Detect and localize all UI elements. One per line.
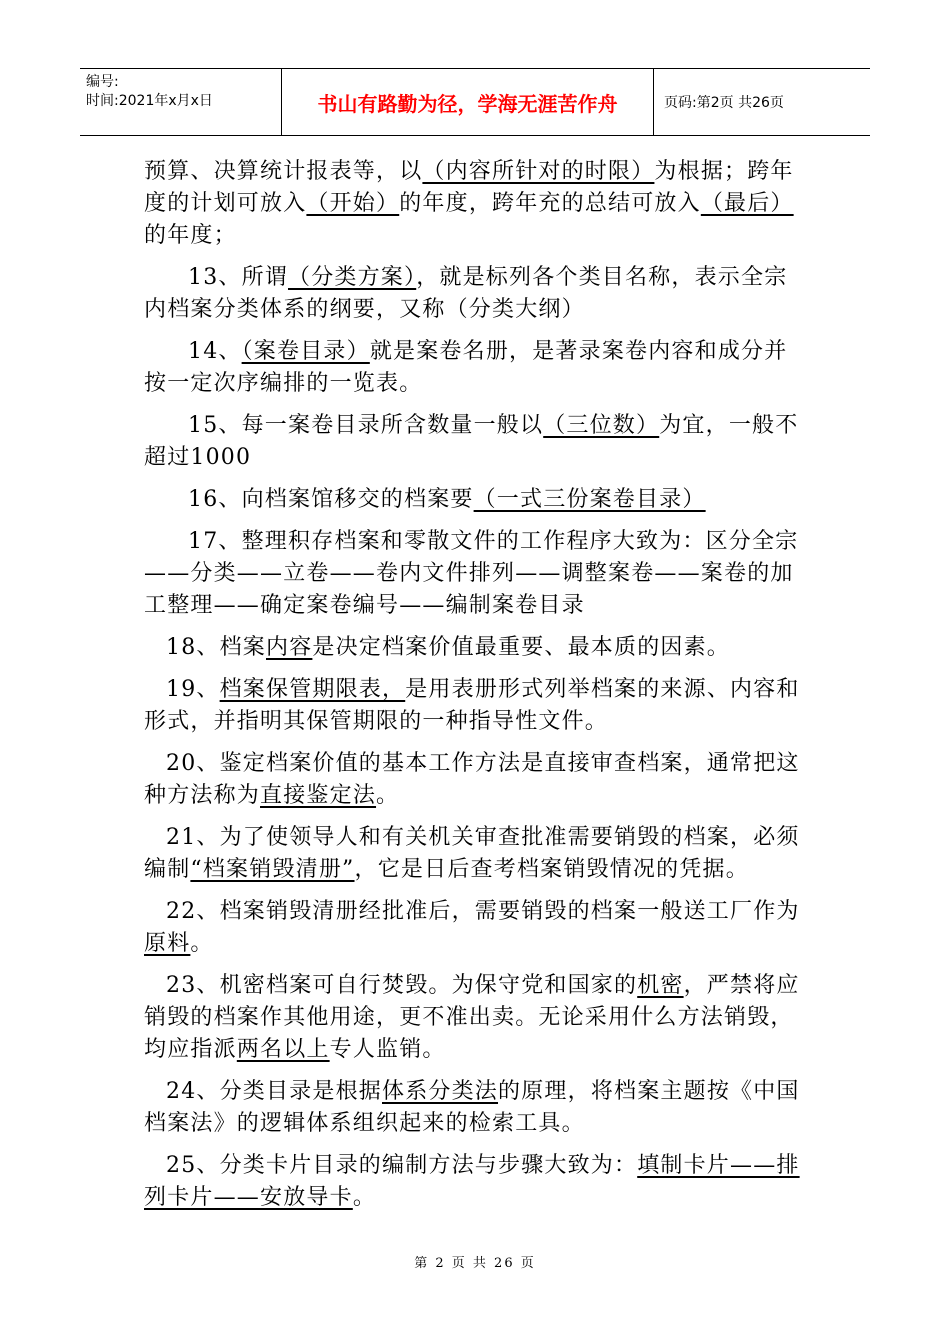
underlined-answer: 直接鉴定法: [260, 783, 377, 808]
paragraph-13: [144, 262, 808, 326]
paragraph-18: [144, 632, 808, 664]
text: 14、: [188, 339, 242, 364]
header-page-label: 页码:第2页 共26页: [664, 95, 784, 111]
text: 16、向档案馆移交的档案要: [188, 487, 474, 512]
page-footer: 第 2 页 共 26 页: [414, 1256, 536, 1271]
paragraph-17: [144, 526, 808, 622]
underlined-answer: 档案保管期限表，: [219, 677, 406, 702]
text: 为根据；跨年度的计划可放入: [144, 159, 794, 216]
paragraph-24: [144, 1076, 808, 1140]
text: 为宜，一般不超过1000: [144, 413, 799, 470]
text: 13、所谓: [188, 265, 288, 290]
paragraph-15: [144, 410, 808, 474]
underlined-answer: 原料: [144, 931, 191, 956]
paragraph-19: [144, 674, 808, 738]
underlined-answer: （开始）: [306, 191, 400, 216]
text: 。: [352, 1185, 377, 1210]
underlined-answer: “档案销毁清册”: [190, 857, 355, 882]
text: ，它是日后查考档案销毁情况的凭据。: [354, 857, 749, 882]
underlined-answer: （内容所针对的时限）: [422, 159, 655, 184]
text: 专人监销。: [329, 1037, 446, 1062]
underlined-answer: （三位数）: [543, 413, 660, 438]
underlined-answer: 两名以上: [236, 1037, 330, 1062]
paragraph-22: [144, 896, 808, 960]
number-label: 编号:: [86, 74, 119, 90]
underlined-answer: （分类方案）: [288, 265, 417, 290]
underlined-answer: （一式三份案卷目录）: [473, 487, 706, 512]
paragraph-25: [144, 1150, 808, 1214]
text: 17、整理积存档案和零散文件的工作程序大致为：区分全宗——分类——立卷——卷内文件排列——调整案卷——案卷的加工整理——确定案卷编号——编制案卷目录: [144, 529, 799, 618]
header-page-cell: [654, 69, 870, 135]
header-motto-cell: [282, 69, 654, 135]
text: 的年度；: [144, 223, 237, 248]
underlined-answer: 机密: [637, 973, 684, 998]
text: 。: [190, 931, 214, 956]
paragraph-continuation: [144, 156, 808, 252]
header-motto: 书山有路勤为径，学海无涯苦作舟: [317, 91, 618, 116]
text: 。: [376, 783, 400, 808]
page-header: [80, 68, 870, 136]
paragraph-16: [144, 484, 808, 516]
paragraph-20: [144, 748, 808, 812]
text: 19、: [166, 677, 220, 702]
text: 是决定档案价值最重要、最本质的因素。: [312, 635, 731, 660]
text: 25、分类卡片目录的编制方法与步骤大致为：: [166, 1153, 638, 1178]
text: ，严禁将应销毁的档案作其他用途，更不准出卖。无论采用什么方法销毁，均应指派: [144, 973, 800, 1062]
underlined-answer: 填制卡片——排列卡片——安放导卡: [144, 1153, 800, 1210]
text: 24、分类目录是根据: [166, 1079, 382, 1104]
document-body: [144, 156, 808, 1224]
paragraph-23: [144, 970, 808, 1066]
paragraph-14: [144, 336, 808, 400]
text: 预算、决算统计报表等，以: [144, 159, 423, 184]
text: 就是案卷名册，是著录案卷内容和成分并按一定次序编排的一览表。: [144, 339, 788, 396]
text: 20、鉴定档案价值的基本工作方法是直接审查档案，通常把这种方法称为: [144, 751, 800, 808]
underlined-answer: 体系分类法: [382, 1079, 499, 1104]
underlined-answer: 内容: [266, 635, 313, 660]
header-meta: [80, 69, 282, 135]
underlined-answer: （案卷目录）: [241, 339, 370, 364]
paragraph-21: [144, 822, 808, 886]
text: 是用表册形式列举档案的来源、内容和形式，并指明其保管期限的一种指导性文件。: [144, 677, 800, 734]
text: 18、档案: [166, 635, 266, 660]
text: 15、每一案卷目录所含数量一般以: [188, 413, 544, 438]
text: 22、档案销毁清册经批准后，需要销毁的档案一般送工厂作为: [166, 899, 800, 924]
text: ，就是标列各个类目名称，表示全宗内档案分类体系的纲要，又称（分类大纲）: [144, 265, 788, 322]
underlined-answer: （最后）: [700, 191, 794, 216]
text: 23、机密档案可自行焚毁。为保守党和国家的: [166, 973, 638, 998]
time-label: 时间:2021年x月x日: [86, 93, 213, 109]
text: 21、为了使领导人和有关机关审查批准需要销毁的档案，必须编制: [144, 825, 800, 882]
text: 的原理，将档案主题按《中国档案法》的逻辑体系组织起来的检索工具。: [144, 1079, 800, 1136]
text: 的年度，跨年充的总结可放入: [399, 191, 701, 216]
